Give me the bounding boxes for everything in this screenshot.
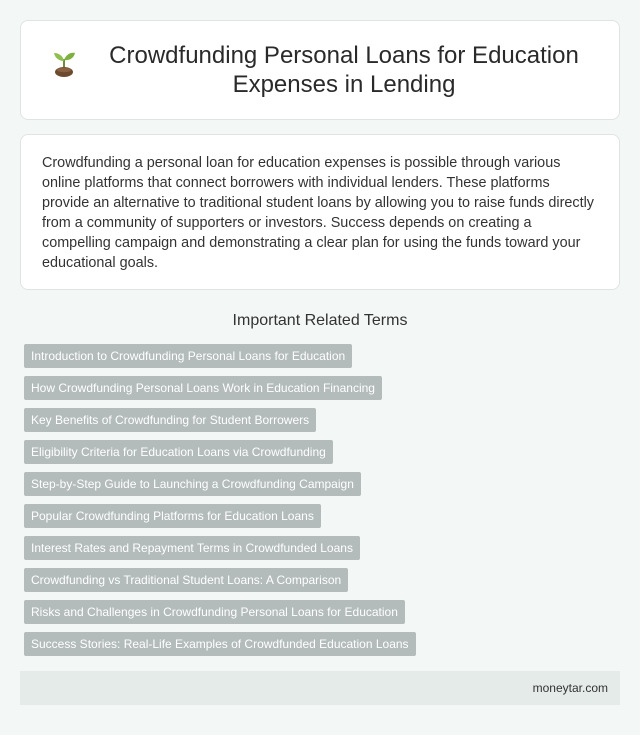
related-term-item[interactable] [24,536,416,560]
summary-text: Crowdfunding a personal loan for education expenses is possible through various online platforms that connect borrowers with individual lenders. These platforms provide an alternative to traditional student loans by allowing you to raise funds directly from a community of supporters or investors. Success depends on creating a compelling campaign and demonstrating a clear plan for using the funds toward your educational goals. [42,155,594,271]
related-term-label[interactable]: Risks and Challenges in Crowdfunding Personal Loans for Education [24,600,405,624]
related-term-label[interactable]: Key Benefits of Crowdfunding for Student Borrowers [24,408,316,432]
related-term-label[interactable]: Introduction to Crowdfunding Personal Loans for Education [24,344,352,368]
page-title: Crowdfunding Personal Loans for Education Expenses in Lending [109,42,579,98]
sprout-icon [51,50,77,78]
related-term-label[interactable]: Eligibility Criteria for Education Loans via Crowdfunding [24,440,333,464]
title-row [51,41,589,99]
related-term-item[interactable] [24,568,416,592]
related-term-item[interactable] [24,632,416,656]
related-term-label[interactable]: Popular Crowdfunding Platforms for Education Loans [24,504,321,528]
title-card [20,20,620,120]
related-term-label[interactable]: Interest Rates and Repayment Terms in Crowdfunded Loans [24,536,360,560]
related-term-item[interactable] [24,472,416,496]
related-term-label[interactable]: Success Stories: Real-Life Examples of Crowdfunded Education Loans [24,632,416,656]
related-term-item[interactable] [24,440,416,464]
related-term-label[interactable]: Crowdfunding vs Traditional Student Loans: A Comparison [24,568,348,592]
related-term-item[interactable] [24,600,416,624]
related-term-label[interactable]: How Crowdfunding Personal Loans Work in Education Financing [24,376,382,400]
related-terms-heading: Important Related Terms [232,312,408,329]
related-term-item[interactable] [24,504,416,528]
footer-bar [20,671,620,705]
related-term-item[interactable] [24,344,416,368]
footer-site-link[interactable]: moneytar.com [532,681,608,695]
summary-card [20,134,620,290]
related-term-item[interactable] [24,408,416,432]
related-term-item[interactable] [24,376,416,400]
related-term-label[interactable]: Step-by-Step Guide to Launching a Crowdfunding Campaign [24,472,361,496]
related-terms-list [24,344,416,664]
